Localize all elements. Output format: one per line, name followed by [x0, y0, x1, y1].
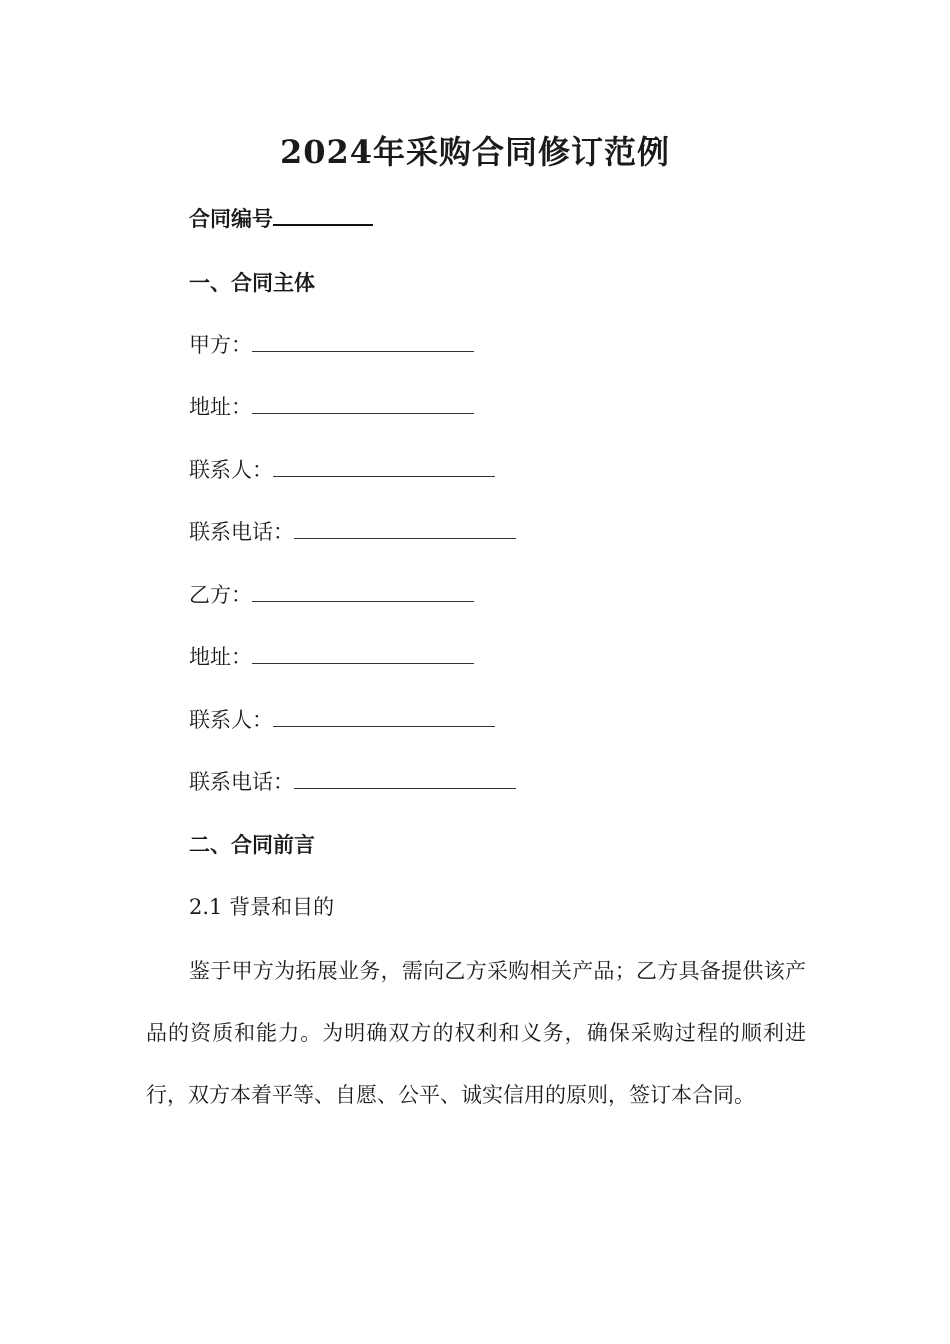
- party-a-address-blank[interactable]: [252, 395, 474, 414]
- party-b-phone-blank[interactable]: [294, 770, 516, 789]
- party-a-contact-blank[interactable]: [273, 458, 495, 477]
- party-b-phone-label: 联系电话：: [189, 770, 294, 794]
- party-b-contact-blank[interactable]: [273, 708, 495, 727]
- contract-number-blank[interactable]: [273, 206, 373, 226]
- section1-heading: 一、合同主体: [189, 270, 315, 295]
- section2-heading: 二、合同前言: [189, 832, 315, 857]
- section2-subheading: 2.1 背景和目的: [189, 895, 335, 919]
- party-a-address-label: 地址：: [189, 395, 252, 419]
- party-b-address-label: 地址：: [189, 645, 252, 669]
- party-a-phone-line: [189, 517, 516, 547]
- party-a-phone-blank[interactable]: [294, 520, 516, 539]
- party-a-phone-label: 联系电话：: [189, 520, 294, 544]
- party-b-phone-line: [189, 767, 516, 797]
- party-b-address-blank[interactable]: [252, 645, 474, 664]
- party-a-name-blank[interactable]: [252, 333, 474, 352]
- contract-number-label: 合同编号: [189, 206, 273, 231]
- party-b-contact-label: 联系人：: [189, 708, 273, 732]
- party-a-contact-line: [189, 455, 495, 485]
- party-a-name-line: [189, 330, 474, 360]
- background-paragraph: 鉴于甲方为拓展业务，需向乙方采购相关产品；乙方具备提供该产品的资质和能力。为明确双方的权利和义务，确保采购过程的顺利进行，双方本着平等、自愿、公平、诚实信用的原则，签订本合同。: [146, 959, 806, 1107]
- party-b-name-line: [189, 580, 474, 610]
- party-a-contact-label: 联系人：: [189, 458, 273, 482]
- party-b-name-blank[interactable]: [252, 583, 474, 602]
- party-b-name-label: 乙方：: [189, 583, 252, 607]
- party-a-name-label: 甲方：: [189, 333, 252, 357]
- contract-number-line: [189, 204, 373, 234]
- party-a-address-line: [189, 392, 474, 422]
- document-title: 2024年采购合同修订范例: [279, 133, 671, 171]
- party-b-address-line: [189, 642, 474, 672]
- party-b-contact-line: [189, 705, 495, 735]
